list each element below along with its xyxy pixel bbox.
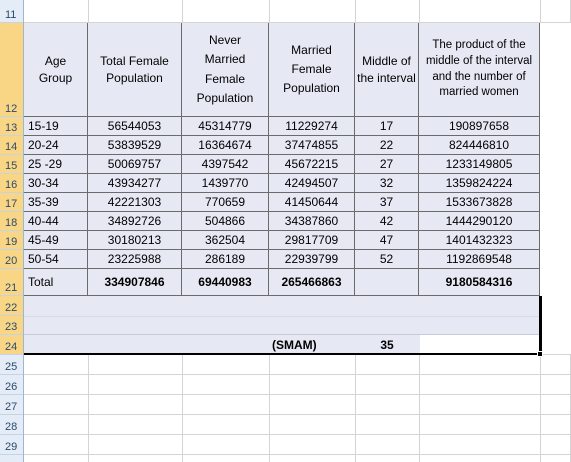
never-married-cell[interactable]: 770659 <box>182 193 269 212</box>
never-married-cell[interactable]: 504866 <box>182 212 269 231</box>
row-header-18[interactable]: 18 <box>0 212 23 231</box>
age-group-cell[interactable]: 35-39 <box>24 193 88 212</box>
product-cell[interactable]: 1533673828 <box>419 193 540 212</box>
age-group-cell[interactable]: 20-24 <box>24 136 88 155</box>
row-header-12[interactable]: 12 <box>0 23 23 117</box>
total-female-sum[interactable]: 334907846 <box>88 269 182 296</box>
header-product[interactable]: The product of the middle of the interval and the number of married women <box>419 23 540 117</box>
total-label[interactable]: Total <box>24 269 88 296</box>
age-group-cell[interactable]: 30-34 <box>24 174 88 193</box>
middle-interval-cell[interactable]: 32 <box>355 174 419 193</box>
middle-interval-cell[interactable]: 37 <box>355 193 419 212</box>
row-header-11[interactable]: 11 <box>0 0 23 23</box>
total-female-cell[interactable]: 34892726 <box>88 212 182 231</box>
married-cell[interactable]: 41450644 <box>269 193 355 212</box>
row-header-29[interactable]: 29 <box>0 435 23 455</box>
total-married-sum[interactable]: 265466863 <box>269 269 355 296</box>
middle-interval-cell[interactable]: 52 <box>355 250 419 269</box>
row-header-17[interactable]: 17 <box>0 193 23 212</box>
married-cell[interactable]: 29817709 <box>269 231 355 250</box>
product-cell[interactable]: 1192869548 <box>419 250 540 269</box>
age-group-cell[interactable]: 40-44 <box>24 212 88 231</box>
row-header-22[interactable]: 22 <box>0 296 23 316</box>
row-header-28[interactable]: 28 <box>0 415 23 435</box>
never-married-cell[interactable]: 362504 <box>182 231 269 250</box>
age-group-cell[interactable]: 15-19 <box>24 117 88 136</box>
married-cell[interactable]: 22939799 <box>269 250 355 269</box>
total-female-cell[interactable]: 30180213 <box>88 231 182 250</box>
never-married-cell[interactable]: 45314779 <box>182 117 269 136</box>
row-header-21[interactable]: 21 <box>0 269 23 296</box>
total-middle-cell[interactable] <box>355 269 419 296</box>
header-age-group[interactable]: Age Group <box>24 23 88 117</box>
total-female-cell[interactable]: 56544053 <box>88 117 182 136</box>
smam-empty-cell[interactable] <box>420 335 540 355</box>
row-header-25[interactable]: 25 <box>0 355 23 375</box>
middle-interval-cell[interactable]: 42 <box>355 212 419 231</box>
middle-interval-cell[interactable]: 22 <box>355 136 419 155</box>
product-cell[interactable]: 1444290120 <box>419 212 540 231</box>
header-never-married[interactable]: Never Married Female Population <box>182 23 269 117</box>
total-female-cell[interactable]: 23225988 <box>88 250 182 269</box>
middle-interval-cell[interactable]: 17 <box>355 117 419 136</box>
never-married-cell[interactable]: 286189 <box>182 250 269 269</box>
row-header-24[interactable]: 24 <box>0 335 23 355</box>
total-female-cell[interactable]: 53839529 <box>88 136 182 155</box>
selection-border-bottom <box>24 353 542 355</box>
age-group-cell[interactable]: 25 -29 <box>24 155 88 174</box>
row-header-14[interactable]: 14 <box>0 136 23 155</box>
married-cell[interactable]: 34387860 <box>269 212 355 231</box>
product-cell[interactable]: 190897658 <box>419 117 540 136</box>
row-header-19[interactable]: 19 <box>0 231 23 250</box>
row-header-15[interactable]: 15 <box>0 155 23 174</box>
married-cell[interactable]: 11229274 <box>269 117 355 136</box>
header-middle-interval[interactable]: Middle of the interval <box>355 23 419 117</box>
married-cell[interactable]: 42494507 <box>269 174 355 193</box>
header-married[interactable]: Married Female Population <box>269 23 355 117</box>
total-female-cell[interactable]: 43934277 <box>88 174 182 193</box>
cell-grid <box>24 0 571 462</box>
product-cell[interactable]: 1401432323 <box>419 231 540 250</box>
smam-label[interactable]: (SMAM) <box>272 338 317 353</box>
product-cell[interactable]: 824446810 <box>419 136 540 155</box>
middle-interval-cell[interactable]: 27 <box>355 155 419 174</box>
product-cell[interactable]: 1233149805 <box>419 155 540 174</box>
smam-value[interactable]: 35 <box>380 338 394 353</box>
row-header-column <box>0 0 24 462</box>
row-header-27[interactable]: 27 <box>0 395 23 415</box>
total-female-cell[interactable]: 42221303 <box>88 193 182 212</box>
total-product-sum[interactable]: 9180584316 <box>419 269 540 296</box>
row-header-13[interactable]: 13 <box>0 117 23 136</box>
row-header-20[interactable]: 20 <box>0 250 23 269</box>
never-married-cell[interactable]: 16364674 <box>182 136 269 155</box>
married-cell[interactable]: 45672215 <box>269 155 355 174</box>
row-header-16[interactable]: 16 <box>0 174 23 193</box>
total-never-married-sum[interactable]: 69440983 <box>182 269 269 296</box>
row-header-26[interactable]: 26 <box>0 375 23 395</box>
header-total-female[interactable]: Total Female Population <box>88 23 182 117</box>
married-cell[interactable]: 37474855 <box>269 136 355 155</box>
middle-interval-cell[interactable]: 47 <box>355 231 419 250</box>
product-cell[interactable]: 1359824224 <box>419 174 540 193</box>
never-married-cell[interactable]: 4397542 <box>182 155 269 174</box>
total-female-cell[interactable]: 50069757 <box>88 155 182 174</box>
row-header-23[interactable]: 23 <box>0 316 23 335</box>
never-married-cell[interactable]: 1439770 <box>182 174 269 193</box>
fill-handle[interactable] <box>537 351 543 357</box>
age-group-cell[interactable]: 50-54 <box>24 250 88 269</box>
selection-border-right <box>539 296 542 355</box>
age-group-cell[interactable]: 45-49 <box>24 231 88 250</box>
